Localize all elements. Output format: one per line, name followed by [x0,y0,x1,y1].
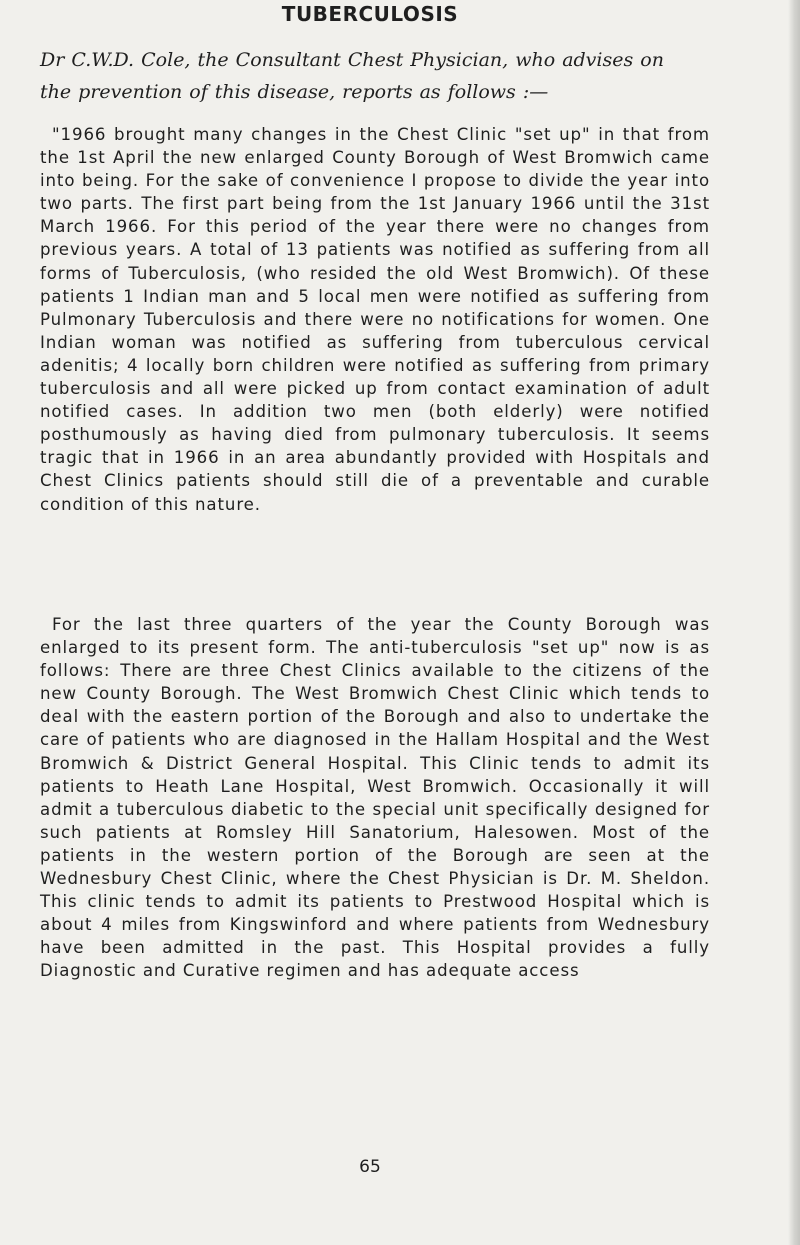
page-title: TUBERCULOSIS [281,2,459,26]
body-paragraph-2-text: For the last three quarters of the year the County Borough was enlarged to its present form. The anti-tuberculosis "set up" now is as follows: There are three Chest Clinics available to the citizens of the new County Borough. The West Bromwich Chest Clinic which tends to deal with the eastern portion of the Borough and also to undertake the care of patients who are diagnosed in the Hallam Hospital and the West Bromwich & District General Hospital. This Clinic tends to admit its patients to Heath Lane Hospital, West Bromwich. Occasionally it will admit a tuberculous diabetic to the special unit specifically designed for such patients at Romsley Hill Sanatorium, Halesowen. Most of the patients in the western portion of the Borough are seen at the Wednesbury Chest Clinic, where the Chest Physician is Dr. M. Sheldon. This clinic tends to admit its patients to Prestwood Hospital which is about 4 miles from Kingswinford and where patients from Wednesbury have been admitted in the past. This Hospital provides a fully Diagnostic and Curative regimen and has adequate access [40,615,710,981]
intro-statement: Dr C.W.D. Cole, the Consultant Chest Physician, who advises on the prevention of this disease, reports as follows :— [40,49,664,103]
body-paragraph-1-text: "1966 brought many changes in the Chest Clinic "set up" in that from the 1st April the new enlarged County Borough of West Bromwich came into being. For the sake of convenience I propose to divide the year into two parts. The first part being from the 1st January 1966 until the 31st March 1966. For this period of the year there were no changes from previous years. A total of 13 patients was notified as suffering from all forms of Tuberculosis, (who resided the old West Bromwich). Of these patients 1 Indian man and 5 local men were notified as suffering from Pulmonary Tuberculosis and there were no notifications for women. One Indian woman was notified as suffering from tuberculous cervical adenitis; 4 locally born children were notified as suffering from primary tuberculosis and all were picked up from contact examination of adult notified cases. In addition two men (both elderly) were notified posthumously as having died from pulmonary tuberculosis. It seems tragic that in 1966 in an area abundantly provided with Hospitals and Chest Clinics patients should still die of a preventable and curable condition of this nature. [40,125,710,514]
page-edge-shadow [788,0,800,1245]
body-paragraph-1 [40,123,710,516]
body-paragraph-2 [40,613,710,983]
page-number: 65 [359,1157,381,1177]
